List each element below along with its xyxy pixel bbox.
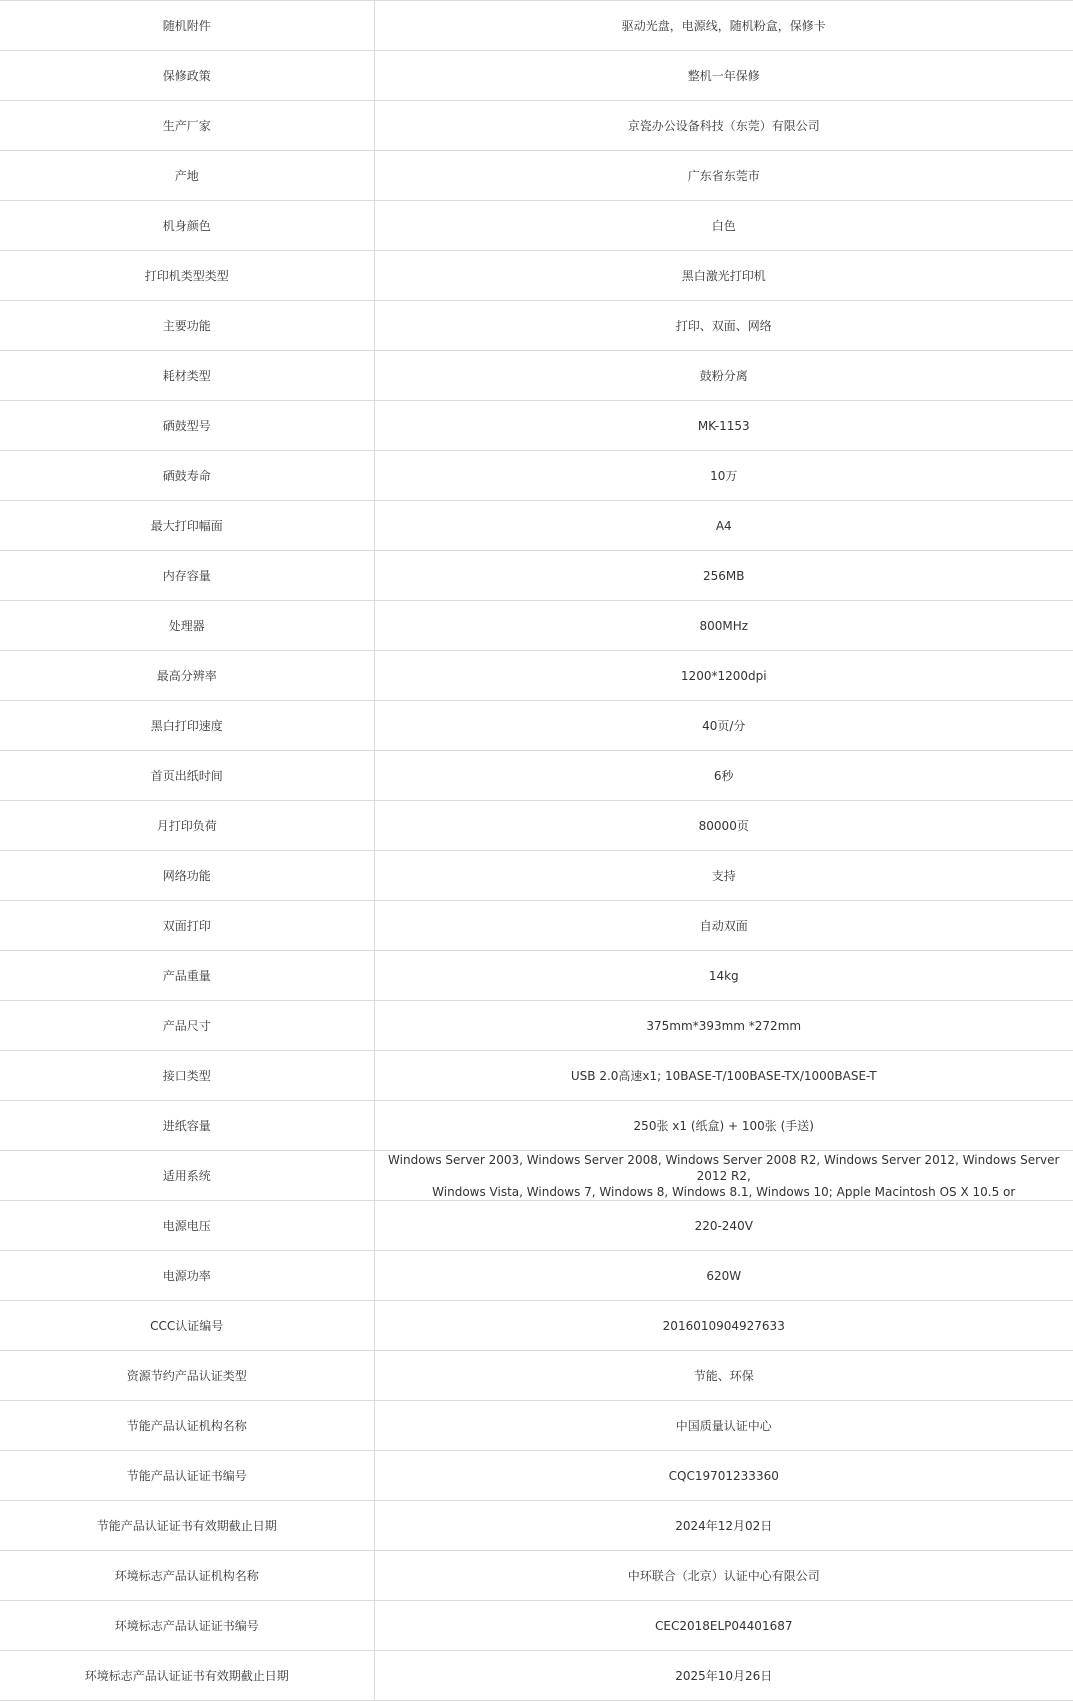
spec-value: 250张 x1 (纸盒) + 100张 (手送) — [374, 1101, 1073, 1151]
spec-value: 375mm*393mm *272mm — [374, 1001, 1073, 1051]
spec-row — [0, 1351, 1073, 1401]
spec-row — [0, 201, 1073, 251]
spec-value: 80000页 — [374, 801, 1073, 851]
spec-row — [0, 1551, 1073, 1601]
spec-value: 整机一年保修 — [374, 51, 1073, 101]
spec-value: A4 — [374, 501, 1073, 551]
spec-label: 环境标志产品认证证书有效期截止日期 — [0, 1651, 374, 1701]
spec-row — [0, 801, 1073, 851]
spec-label: 保修政策 — [0, 51, 374, 101]
spec-label: 产品尺寸 — [0, 1001, 374, 1051]
spec-value: 节能、环保 — [374, 1351, 1073, 1401]
spec-label: 网络功能 — [0, 851, 374, 901]
spec-value: CQC19701233360 — [374, 1451, 1073, 1501]
spec-value: 中环联合（北京）认证中心有限公司 — [374, 1551, 1073, 1601]
spec-label: 硒鼓型号 — [0, 401, 374, 451]
spec-label: 节能产品认证机构名称 — [0, 1401, 374, 1451]
spec-row — [0, 1251, 1073, 1301]
spec-value: 中国质量认证中心 — [374, 1401, 1073, 1451]
spec-value: 自动双面 — [374, 901, 1073, 951]
spec-value: USB 2.0高速x1; 10BASE-T/100BASE-TX/1000BASE-T — [374, 1051, 1073, 1101]
spec-value: 黑白激光打印机 — [374, 251, 1073, 301]
spec-label: 产地 — [0, 151, 374, 201]
spec-label: 硒鼓寿命 — [0, 451, 374, 501]
spec-label: 机身颜色 — [0, 201, 374, 251]
spec-row — [0, 1051, 1073, 1101]
spec-label: 随机附件 — [0, 1, 374, 51]
spec-row — [0, 1001, 1073, 1051]
spec-value: CEC2018ELP04401687 — [374, 1601, 1073, 1651]
spec-row — [0, 1451, 1073, 1501]
spec-value: 鼓粉分离 — [374, 351, 1073, 401]
spec-row — [0, 1601, 1073, 1651]
spec-row — [0, 551, 1073, 601]
spec-label: 主要功能 — [0, 301, 374, 351]
spec-label: 产品重量 — [0, 951, 374, 1001]
spec-value: MK-1153 — [374, 401, 1073, 451]
spec-value: Windows Server 2003, Windows Server 2008, Windows Server 2008 R2, Windows Server 2012, Windows Server 2012 R2, Windows Vista, Windows 7, Windows 8, Windows 8.1, Windows 10; Apple Macintosh OS X 10.5 or — [374, 1151, 1073, 1201]
spec-value: 1200*1200dpi — [374, 651, 1073, 701]
spec-value: 2016010904927633 — [374, 1301, 1073, 1351]
spec-label: 双面打印 — [0, 901, 374, 951]
spec-label: 内存容量 — [0, 551, 374, 601]
spec-label: 首页出纸时间 — [0, 751, 374, 801]
spec-value: 14kg — [374, 951, 1073, 1001]
spec-label: 黑白打印速度 — [0, 701, 374, 751]
spec-row — [0, 651, 1073, 701]
spec-row — [0, 901, 1073, 951]
spec-value: 220-240V — [374, 1201, 1073, 1251]
spec-label: 接口类型 — [0, 1051, 374, 1101]
spec-value: 打印、双面、网络 — [374, 301, 1073, 351]
spec-value: 620W — [374, 1251, 1073, 1301]
spec-value: 京瓷办公设备科技（东莞）有限公司 — [374, 101, 1073, 151]
spec-row — [0, 1151, 1073, 1201]
spec-label: CCC认证编号 — [0, 1301, 374, 1351]
spec-label: 最高分辨率 — [0, 651, 374, 701]
spec-label: 生产厂家 — [0, 101, 374, 151]
spec-row — [0, 751, 1073, 801]
spec-row — [0, 351, 1073, 401]
spec-label: 环境标志产品认证机构名称 — [0, 1551, 374, 1601]
spec-row — [0, 51, 1073, 101]
spec-label: 节能产品认证证书编号 — [0, 1451, 374, 1501]
spec-label: 最大打印幅面 — [0, 501, 374, 551]
spec-row — [0, 151, 1073, 201]
spec-label: 环境标志产品认证证书编号 — [0, 1601, 374, 1651]
spec-row — [0, 951, 1073, 1001]
spec-value: 广东省东莞市 — [374, 151, 1073, 201]
spec-value: 白色 — [374, 201, 1073, 251]
spec-row — [0, 1101, 1073, 1151]
spec-row — [0, 501, 1073, 551]
spec-value: 2025年10月26日 — [374, 1651, 1073, 1701]
spec-value: 10万 — [374, 451, 1073, 501]
spec-label: 进纸容量 — [0, 1101, 374, 1151]
spec-label: 耗材类型 — [0, 351, 374, 401]
spec-row — [0, 1301, 1073, 1351]
spec-label: 资源节约产品认证类型 — [0, 1351, 374, 1401]
spec-row — [0, 401, 1073, 451]
spec-row — [0, 1501, 1073, 1551]
spec-label: 打印机类型类型 — [0, 251, 374, 301]
spec-label: 电源功率 — [0, 1251, 374, 1301]
spec-row — [0, 251, 1073, 301]
spec-value: 驱动光盘，电源线，随机粉盒，保修卡 — [374, 1, 1073, 51]
spec-value: 256MB — [374, 551, 1073, 601]
spec-value: 支持 — [374, 851, 1073, 901]
spec-row — [0, 851, 1073, 901]
spec-row — [0, 1401, 1073, 1451]
spec-row — [0, 601, 1073, 651]
spec-label: 处理器 — [0, 601, 374, 651]
spec-row — [0, 451, 1073, 501]
spec-value: 800MHz — [374, 601, 1073, 651]
spec-table-body — [0, 1, 1073, 1701]
spec-row — [0, 1, 1073, 51]
spec-label: 节能产品认证证书有效期截止日期 — [0, 1501, 374, 1551]
spec-row — [0, 1651, 1073, 1701]
spec-value: 2024年12月02日 — [374, 1501, 1073, 1551]
spec-label: 适用系统 — [0, 1151, 374, 1201]
spec-label: 电源电压 — [0, 1201, 374, 1251]
spec-row — [0, 301, 1073, 351]
spec-value: 6秒 — [374, 751, 1073, 801]
spec-row — [0, 1201, 1073, 1251]
spec-row — [0, 101, 1073, 151]
spec-row — [0, 701, 1073, 751]
spec-value: 40页/分 — [374, 701, 1073, 751]
spec-label: 月打印负荷 — [0, 801, 374, 851]
